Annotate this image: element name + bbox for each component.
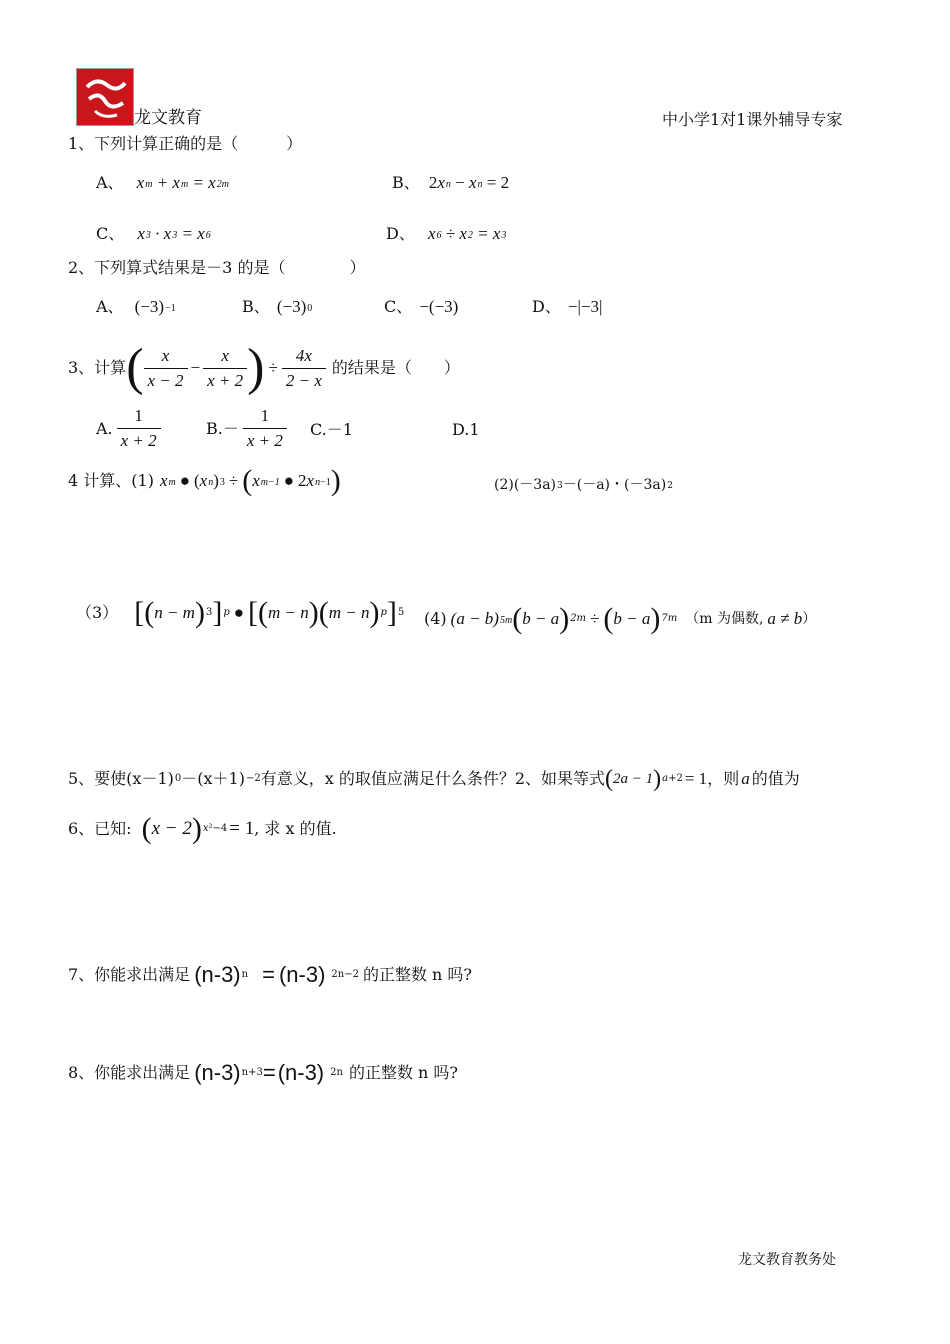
q6-pre: 6、已知:: [68, 819, 132, 838]
q4-stem: 4 计算、(1): [68, 471, 154, 490]
q6: 6、已知: ( x − 2 ) x²−4 = 1 , 求 x 的值.: [68, 812, 337, 845]
q2-option-c: C、 −(−3): [384, 297, 459, 316]
option-label: B.－: [206, 418, 239, 438]
q2-option-d: D、 −|−3|: [532, 297, 603, 316]
q4-part2: (2)(－3a)3－(－a)・(－3a)2: [494, 477, 673, 493]
q2-option-b: B、 (−3)0: [242, 297, 313, 316]
option-label: D、: [532, 297, 561, 316]
option-label: A、: [96, 297, 124, 316]
q3-stem-post: 的结果是（ ）: [331, 358, 460, 377]
q3-option-c: C.－1: [310, 420, 353, 439]
q4-part1: 4 计算、(1) xm ● (xn)3 ÷ ( xm−1 ● 2xn−1 ): [68, 464, 341, 497]
header-slogan: 中小学1对1课外辅导专家: [662, 110, 843, 129]
q4-p4-note: （m 为偶数,: [685, 611, 764, 627]
option-label: D、: [386, 224, 415, 243]
q8-post: 的正整数 n 吗?: [348, 1063, 459, 1082]
option-label: B、: [392, 173, 420, 192]
q8: 8、你能求出满足 (n-3) n+3 = (n-3) 2n 的正整数 n 吗?: [68, 1060, 459, 1085]
q7-post: 的正整数 n 吗?: [362, 965, 473, 984]
dragon-seal-icon: [77, 69, 133, 125]
q4-part3: （3） [ ( n − m ) 3 ] p ● [ ( m − n ) ( m − n ) p ] 5: [76, 596, 405, 629]
q5-pre: 5、要使(x－1): [68, 769, 174, 788]
q2-option-a: A、 (−3)−1: [96, 297, 176, 316]
option-label: C、: [96, 224, 125, 243]
q1-option-c: C、 x3 · x3 = x6: [96, 224, 211, 243]
q2-stem: 2、下列算式结果是－3 的是（ ）: [68, 258, 366, 277]
q8-pre: 8、你能求出满足: [68, 1063, 191, 1082]
q3-option-b: B.－ $\frac{1}{x + 2}$: [206, 406, 287, 451]
q3-option-d: D.1: [452, 420, 480, 439]
q1-option-a: A、 xm + xm = x2m: [96, 173, 229, 192]
q5-tail2: 的值为: [751, 769, 800, 788]
q5: 5、要使(x－1) 0 －(x＋1) −2 有意义，x 的取值应满足什么条件？2、如果等式 ( 2a − 1 ) a+2 = 1 ，则 a 的值为: [68, 766, 800, 792]
footer-text: 龙文教育教务处: [738, 1252, 836, 1268]
q1-option-b: B、 2xn − xn = 2: [392, 173, 510, 192]
q1-option-d: D、 x6 ÷ x2 = x3: [386, 224, 507, 243]
q4-p4-label: (4): [424, 609, 447, 628]
option-label: B、: [242, 297, 270, 316]
q3-stem-pre: 3、计算: [68, 358, 127, 377]
q5-tail: ，则: [707, 769, 740, 788]
org-name: 龙文教育: [134, 108, 202, 128]
option-label: A.: [96, 418, 113, 438]
q6-post: , 求 x 的值.: [254, 819, 337, 838]
option-label: C、: [384, 297, 413, 316]
q5-post: 有意义，x 的取值应满足什么条件？2、如果等式: [260, 769, 605, 788]
q7-pre: 7、你能求出满足: [68, 965, 191, 984]
q4-p3-label: （3）: [76, 603, 119, 622]
q4-p2-pre: (2)(－3a): [494, 477, 557, 493]
option-label: A、: [96, 173, 124, 192]
q5-mid: －(x＋1): [181, 769, 245, 788]
q1-stem: 1、下列计算正确的是（ ）: [68, 134, 303, 153]
q3-option-a: A. $\frac{1}{x + 2}$: [96, 406, 161, 451]
q3-stem: 3、计算 ( $\frac{x}{x - 2}$ − $\frac{x}{x + 2}$ ) ÷ $\frac{4x}{2 - x}$ 的结果是（ ）: [68, 339, 460, 396]
q7: 7、你能求出满足 (n-3) n = (n-3) 2n−2 的正整数 n 吗?: [68, 962, 473, 987]
q4-part4: (4) (a − b)5m ( b − a ) 2m ÷ ( b − a ) 7m （m 为偶数, a ≠ b ）: [424, 602, 817, 635]
q4-p2-mid: －(－a)・(－3a): [562, 477, 667, 493]
longwen-logo: [76, 68, 134, 126]
